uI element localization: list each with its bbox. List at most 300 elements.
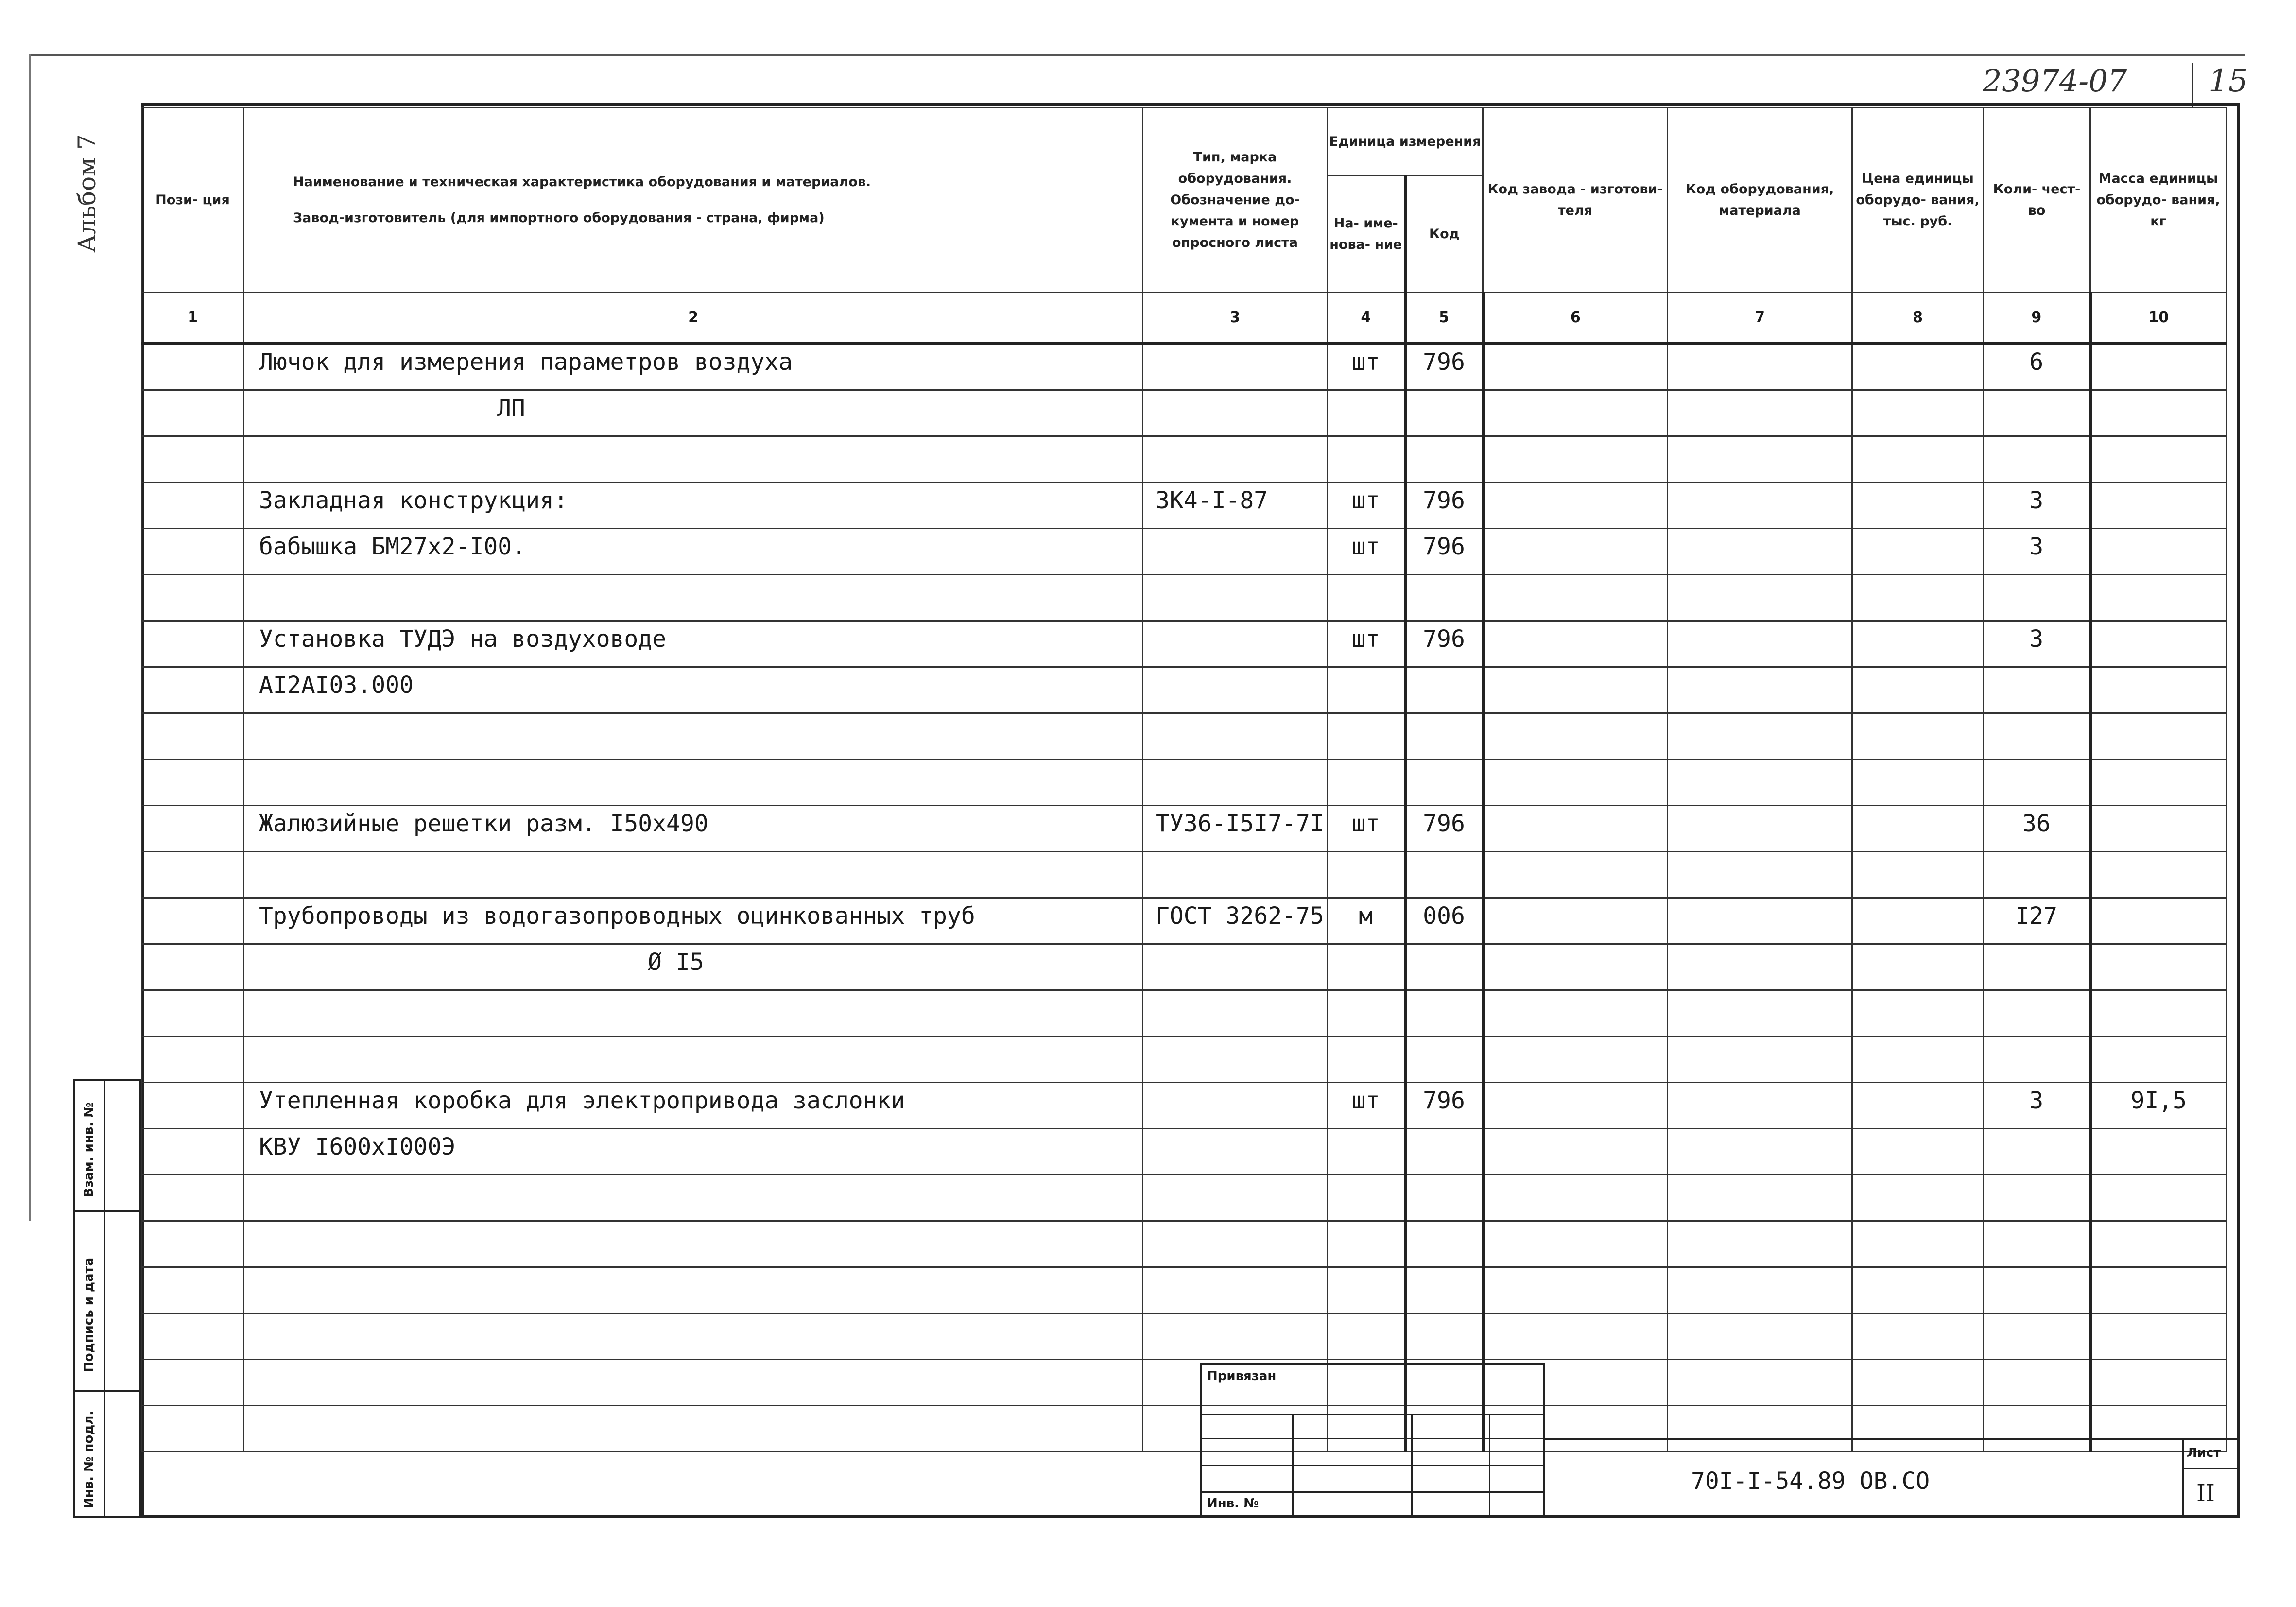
tb-rule — [2182, 1438, 2184, 1518]
position-cell — [142, 1406, 244, 1452]
name-cell — [244, 1037, 1143, 1083]
type-cell — [1143, 1313, 1328, 1360]
quantity-cell: 3 — [1984, 483, 2090, 529]
table-row — [142, 1267, 2227, 1313]
type-cell — [1143, 990, 1328, 1037]
position-cell — [142, 1175, 244, 1221]
tb-rule — [1292, 1414, 1294, 1516]
header-type: Тип, марка оборудования. Обозначение до- кумента и номер опросного листа — [1143, 108, 1328, 293]
unit-code-cell — [1405, 1129, 1483, 1175]
unit-name-cell: шт — [1328, 806, 1405, 852]
equipment-code-cell — [1668, 1406, 1852, 1452]
table-row — [142, 621, 2227, 667]
type-cell — [1143, 1037, 1328, 1083]
mass-cell — [2090, 343, 2227, 390]
header-name — [244, 108, 1143, 293]
type-cell — [1143, 1221, 1328, 1267]
archive-stamp: 23974-07 — [1983, 63, 2127, 99]
inv-no-label: Инв. № — [1207, 1496, 1259, 1511]
position-cell — [142, 483, 244, 529]
unit-name-cell: м — [1328, 898, 1405, 944]
factory-code-cell — [1483, 806, 1668, 852]
equipment-code-cell — [1668, 1221, 1852, 1267]
tb-rule — [1411, 1414, 1413, 1516]
price-cell — [1852, 713, 1984, 760]
mass-cell — [2090, 529, 2227, 575]
position-cell — [142, 944, 244, 990]
table-row — [142, 436, 2227, 483]
unit-name-cell — [1328, 1267, 1405, 1313]
price-cell — [1852, 1037, 1984, 1083]
mass-cell — [2090, 621, 2227, 667]
equipment-code-cell — [1668, 806, 1852, 852]
mass-cell — [2090, 713, 2227, 760]
price-cell — [1852, 667, 1984, 713]
factory-code-cell — [1483, 898, 1668, 944]
unit-name-cell — [1328, 760, 1405, 806]
mass-cell — [2090, 852, 2227, 898]
position-cell — [142, 1267, 244, 1313]
unit-name-cell — [1328, 1037, 1405, 1083]
position-cell — [142, 713, 244, 760]
name-cell — [244, 1267, 1143, 1313]
position-cell — [142, 621, 244, 667]
column-numbers — [142, 293, 2227, 344]
position-cell — [142, 1083, 244, 1129]
col-number: 5 — [1405, 293, 1483, 344]
unit-code-cell — [1405, 1267, 1483, 1313]
price-cell — [1852, 1083, 1984, 1129]
name-cell — [244, 1406, 1143, 1452]
header-factory-code: Код завода - изготови- теля — [1483, 108, 1668, 293]
privyazan-block — [1200, 1363, 1545, 1518]
quantity-cell — [1984, 1221, 2090, 1267]
unit-code-cell — [1405, 944, 1483, 990]
equipment-code-cell — [1668, 529, 1852, 575]
unit-code-cell — [1405, 667, 1483, 713]
equipment-code-cell — [1668, 1129, 1852, 1175]
type-cell: ГОСТ 3262-75 — [1143, 898, 1328, 944]
col-number: 2 — [244, 293, 1143, 344]
side-label-podpis: Подпись и дата — [82, 1257, 96, 1372]
unit-code-cell: 006 — [1405, 898, 1483, 944]
unit-code-cell — [1405, 390, 1483, 436]
name-cell — [244, 575, 1143, 621]
album-label: Альбом 7 — [73, 134, 101, 253]
col-number: 3 — [1143, 293, 1328, 344]
price-cell — [1852, 1175, 1984, 1221]
mass-cell — [2090, 667, 2227, 713]
factory-code-cell — [1483, 436, 1668, 483]
factory-code-cell — [1483, 575, 1668, 621]
type-cell — [1143, 1083, 1328, 1129]
col-number: 4 — [1328, 293, 1405, 344]
table-row — [142, 529, 2227, 575]
specification-table — [141, 107, 2227, 1452]
quantity-cell — [1984, 575, 2090, 621]
header-unit-name: На- име- нова- ние — [1328, 176, 1405, 293]
unit-name-cell — [1328, 1313, 1405, 1360]
unit-code-cell — [1405, 713, 1483, 760]
unit-name-cell — [1328, 990, 1405, 1037]
quantity-cell — [1984, 760, 2090, 806]
unit-code-cell — [1405, 1037, 1483, 1083]
table-row — [142, 806, 2227, 852]
mass-cell — [2090, 483, 2227, 529]
table-row — [142, 1083, 2227, 1129]
mass-cell — [2090, 1406, 2227, 1452]
quantity-cell — [1984, 1360, 2090, 1406]
type-cell — [1143, 1175, 1328, 1221]
equipment-code-cell — [1668, 760, 1852, 806]
unit-name-cell — [1328, 436, 1405, 483]
mass-cell — [2090, 1313, 2227, 1360]
equipment-code-cell — [1668, 1175, 1852, 1221]
name-cell — [244, 713, 1143, 760]
mass-cell — [2090, 1221, 2227, 1267]
unit-name-cell — [1328, 1129, 1405, 1175]
table-row — [142, 713, 2227, 760]
position-cell — [142, 529, 244, 575]
price-cell — [1852, 621, 1984, 667]
quantity-cell: 3 — [1984, 1083, 2090, 1129]
unit-code-cell: 796 — [1405, 483, 1483, 529]
type-cell — [1143, 575, 1328, 621]
position-cell — [142, 343, 244, 390]
price-cell — [1852, 1313, 1984, 1360]
table-row — [142, 1221, 2227, 1267]
unit-name-cell — [1328, 575, 1405, 621]
price-cell — [1852, 898, 1984, 944]
unit-code-cell: 796 — [1405, 806, 1483, 852]
unit-code-cell — [1405, 852, 1483, 898]
type-cell: ЗК4-I-87 — [1143, 483, 1328, 529]
price-cell — [1852, 390, 1984, 436]
equipment-code-cell — [1668, 621, 1852, 667]
col-number: 6 — [1483, 293, 1668, 344]
name-cell — [244, 436, 1143, 483]
col-number: 1 — [142, 293, 244, 344]
mass-cell — [2090, 760, 2227, 806]
quantity-cell — [1984, 1175, 2090, 1221]
position-cell — [142, 575, 244, 621]
mass-cell — [2090, 898, 2227, 944]
table-row — [142, 1313, 2227, 1360]
factory-code-cell — [1483, 713, 1668, 760]
factory-code-cell — [1483, 1175, 1668, 1221]
side-label-vzam: Взам. инв. № — [82, 1102, 96, 1197]
unit-code-cell — [1405, 1313, 1483, 1360]
header-name-line1: Наименование и техническая характеристика оборудования и материалов. — [293, 174, 871, 190]
factory-code-cell — [1483, 1221, 1668, 1267]
price-cell — [1852, 483, 1984, 529]
unit-name-cell — [1328, 390, 1405, 436]
equipment-code-cell — [1668, 343, 1852, 390]
price-cell — [1852, 1221, 1984, 1267]
unit-code-cell — [1405, 990, 1483, 1037]
header-position: Пози- ция — [142, 108, 244, 293]
table-row — [142, 990, 2227, 1037]
position-cell — [142, 1129, 244, 1175]
position-cell — [142, 1221, 244, 1267]
factory-code-cell — [1483, 1267, 1668, 1313]
document-code: 70I-I-54.89 ОВ.СО — [1691, 1468, 1930, 1495]
quantity-cell — [1984, 390, 2090, 436]
unit-name-cell: шт — [1328, 343, 1405, 390]
equipment-code-cell — [1668, 944, 1852, 990]
table-row — [142, 898, 2227, 944]
side-label-inv-podl: Инв. № подл. — [82, 1410, 96, 1508]
equipment-code-cell — [1668, 1037, 1852, 1083]
equipment-code-cell — [1668, 483, 1852, 529]
position-cell — [142, 436, 244, 483]
table-row — [142, 1175, 2227, 1221]
quantity-cell: 3 — [1984, 529, 2090, 575]
price-cell — [1852, 852, 1984, 898]
type-cell — [1143, 390, 1328, 436]
name-cell — [244, 990, 1143, 1037]
unit-name-cell — [1328, 1175, 1405, 1221]
factory-code-cell — [1483, 621, 1668, 667]
equipment-code-cell — [1668, 667, 1852, 713]
unit-name-cell: шт — [1328, 529, 1405, 575]
sheet-left-edge — [29, 54, 31, 1221]
stamp-separator — [2192, 63, 2193, 107]
header-unit-code: Код — [1405, 176, 1483, 293]
table-row — [142, 760, 2227, 806]
mass-cell: 9I,5 — [2090, 1083, 2227, 1129]
mass-cell — [2090, 436, 2227, 483]
position-cell — [142, 1037, 244, 1083]
col-number: 10 — [2090, 293, 2227, 344]
factory-code-cell — [1483, 529, 1668, 575]
position-cell — [142, 990, 244, 1037]
name-cell: Лючок для измерения параметров воздуха — [244, 343, 1143, 390]
name-cell: АI2АI03.000 — [244, 667, 1143, 713]
price-cell — [1852, 1406, 1984, 1452]
header-mass: Масса единицы оборудо- вания, кг — [2090, 108, 2227, 293]
table-row — [142, 390, 2227, 436]
unit-code-cell — [1405, 760, 1483, 806]
name-cell: Установка ТУДЭ на воздуховоде — [244, 621, 1143, 667]
price-cell — [1852, 944, 1984, 990]
factory-code-cell — [1483, 1313, 1668, 1360]
name-cell — [244, 760, 1143, 806]
mass-cell — [2090, 1360, 2227, 1406]
quantity-cell: I27 — [1984, 898, 2090, 944]
unit-code-cell — [1405, 575, 1483, 621]
price-cell — [1852, 806, 1984, 852]
price-cell — [1852, 343, 1984, 390]
tb-rule — [1202, 1465, 1543, 1466]
unit-name-cell — [1328, 944, 1405, 990]
table-row — [142, 1037, 2227, 1083]
tb-rule — [2182, 1468, 2240, 1469]
equipment-code-cell — [1668, 1267, 1852, 1313]
quantity-cell — [1984, 1129, 2090, 1175]
equipment-code-cell — [1668, 1360, 1852, 1406]
unit-name-cell — [1328, 667, 1405, 713]
factory-code-cell — [1483, 944, 1668, 990]
table-row — [142, 575, 2227, 621]
position-cell — [142, 852, 244, 898]
table-row — [142, 944, 2227, 990]
table-row — [142, 343, 2227, 390]
unit-name-cell: шт — [1328, 483, 1405, 529]
quantity-cell — [1984, 1313, 2090, 1360]
privyazan-label: Привязан — [1207, 1369, 1277, 1383]
price-cell — [1852, 760, 1984, 806]
header-quantity: Коли- чест- во — [1984, 108, 2090, 293]
unit-name-cell — [1328, 852, 1405, 898]
name-cell — [244, 852, 1143, 898]
price-cell — [1852, 575, 1984, 621]
factory-code-cell — [1483, 760, 1668, 806]
mass-cell — [2090, 1267, 2227, 1313]
factory-code-cell — [1483, 390, 1668, 436]
header-price: Цена единицы оборудо- вания, тыс. руб. — [1852, 108, 1984, 293]
sheet-top-edge — [29, 54, 2245, 56]
quantity-cell — [1984, 944, 2090, 990]
type-cell — [1143, 621, 1328, 667]
unit-code-cell: 796 — [1405, 529, 1483, 575]
tb-rule — [1489, 1414, 1490, 1516]
name-cell: Утепленная коробка для электропривода заслонки — [244, 1083, 1143, 1129]
factory-code-cell — [1483, 343, 1668, 390]
header-name-line2: Завод-изготовитель (для импортного оборудования - страна, фирма) — [293, 210, 825, 225]
equipment-code-cell — [1668, 990, 1852, 1037]
position-cell — [142, 390, 244, 436]
equipment-code-cell — [1668, 436, 1852, 483]
position-cell — [142, 760, 244, 806]
type-cell — [1143, 944, 1328, 990]
unit-code-cell — [1405, 1221, 1483, 1267]
name-cell — [244, 1221, 1143, 1267]
quantity-cell: 6 — [1984, 343, 2090, 390]
type-cell — [1143, 760, 1328, 806]
mass-cell — [2090, 390, 2227, 436]
equipment-code-cell — [1668, 575, 1852, 621]
quantity-cell: 36 — [1984, 806, 2090, 852]
quantity-cell — [1984, 713, 2090, 760]
name-cell: Закладная конструкция: — [244, 483, 1143, 529]
sheet-number: II — [2196, 1480, 2215, 1507]
table-row — [142, 1129, 2227, 1175]
equipment-code-cell — [1668, 713, 1852, 760]
factory-code-cell — [1483, 990, 1668, 1037]
quantity-cell — [1984, 1037, 2090, 1083]
factory-code-cell — [1483, 667, 1668, 713]
table-row — [142, 852, 2227, 898]
side-strip — [73, 1079, 141, 1518]
col-number: 8 — [1852, 293, 1984, 344]
equipment-code-cell — [1668, 390, 1852, 436]
name-cell: Жалюзийные решетки разм. I50х490 — [244, 806, 1143, 852]
type-cell: ТУ36-I5I7-7I — [1143, 806, 1328, 852]
tb-rule — [1202, 1491, 1543, 1493]
mass-cell — [2090, 944, 2227, 990]
position-cell — [142, 667, 244, 713]
unit-code-cell: 796 — [1405, 343, 1483, 390]
equipment-code-cell — [1668, 852, 1852, 898]
price-cell — [1852, 1267, 1984, 1313]
factory-code-cell — [1483, 852, 1668, 898]
name-cell — [244, 1360, 1143, 1406]
factory-code-cell — [1483, 1037, 1668, 1083]
name-cell — [244, 1175, 1143, 1221]
position-cell — [142, 806, 244, 852]
mass-cell — [2090, 1037, 2227, 1083]
sheet-label: Лист — [2187, 1446, 2221, 1460]
header-equipment-code: Код оборудования, материала — [1668, 108, 1852, 293]
corner-sheet-number: 15 — [2209, 63, 2248, 99]
factory-code-cell — [1483, 1083, 1668, 1129]
position-cell — [142, 898, 244, 944]
tb-rule — [1545, 1438, 2240, 1440]
quantity-cell — [1984, 667, 2090, 713]
name-cell: ЛП — [244, 390, 1143, 436]
unit-code-cell: 796 — [1405, 621, 1483, 667]
table-body — [142, 343, 2227, 1452]
table-row — [142, 667, 2227, 713]
price-cell — [1852, 529, 1984, 575]
mass-cell — [2090, 575, 2227, 621]
table-row — [142, 1360, 2227, 1406]
tb-rule — [1202, 1438, 1543, 1439]
equipment-code-cell — [1668, 1313, 1852, 1360]
table-header — [142, 108, 2227, 344]
type-cell — [1143, 436, 1328, 483]
name-cell — [244, 1313, 1143, 1360]
type-cell — [1143, 713, 1328, 760]
tb-rule — [1202, 1414, 1543, 1415]
quantity-cell: 3 — [1984, 621, 2090, 667]
table-row — [142, 483, 2227, 529]
position-cell — [142, 1313, 244, 1360]
unit-name-cell: шт — [1328, 621, 1405, 667]
header-unit: Единица измерения — [1328, 108, 1483, 176]
table-row — [142, 1406, 2227, 1452]
equipment-code-cell — [1668, 898, 1852, 944]
name-cell: бабышка БМ27х2-I00. — [244, 529, 1143, 575]
mass-cell — [2090, 1175, 2227, 1221]
factory-code-cell — [1483, 1129, 1668, 1175]
quantity-cell — [1984, 1406, 2090, 1452]
mass-cell — [2090, 806, 2227, 852]
col-number: 7 — [1668, 293, 1852, 344]
unit-name-cell — [1328, 713, 1405, 760]
equipment-code-cell — [1668, 1083, 1852, 1129]
type-cell — [1143, 667, 1328, 713]
price-cell — [1852, 990, 1984, 1037]
position-cell — [142, 1360, 244, 1406]
type-cell — [1143, 1267, 1328, 1313]
unit-name-cell: шт — [1328, 1083, 1405, 1129]
price-cell — [1852, 436, 1984, 483]
name-cell: Трубопроводы из водогазопроводных оцинкованных труб — [244, 898, 1143, 944]
price-cell — [1852, 1129, 1984, 1175]
quantity-cell — [1984, 852, 2090, 898]
mass-cell — [2090, 990, 2227, 1037]
price-cell — [1852, 1360, 1984, 1406]
type-cell — [1143, 852, 1328, 898]
type-cell — [1143, 529, 1328, 575]
type-cell — [1143, 1129, 1328, 1175]
name-cell: КВУ I600хI000Э — [244, 1129, 1143, 1175]
unit-code-cell — [1405, 1175, 1483, 1221]
unit-code-cell: 796 — [1405, 1083, 1483, 1129]
quantity-cell — [1984, 1267, 2090, 1313]
